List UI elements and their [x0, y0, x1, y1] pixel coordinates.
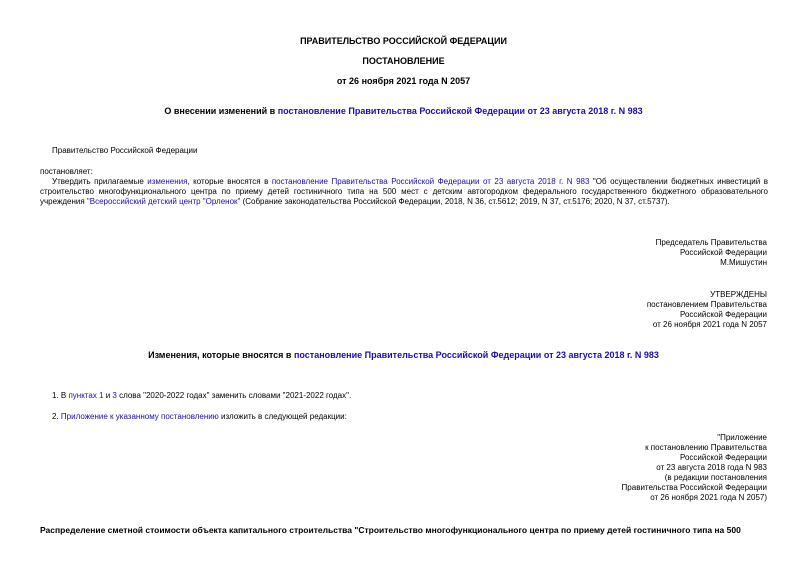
approved-line: УТВЕРЖДЕНЫ — [710, 290, 767, 299]
appendix-line: (в редакции постановления — [664, 473, 767, 482]
item-1-text: 1. В — [52, 391, 69, 400]
p1-text: Утвердить прилагаемые — [52, 177, 148, 186]
p1-text: , которые вносятся в — [187, 177, 272, 186]
appendix-line: "Приложение — [717, 433, 767, 442]
item-1-text: слова "2020-2022 годах" заменить словами "2021-2022 годах". — [116, 391, 352, 400]
issuer: Правительство Российской Федерации — [52, 146, 198, 155]
document-type-heading: ПОСТАНОВЛЕНИЕ — [362, 56, 445, 66]
p1-text: (Собрание законодательства Российской Федерации, 2018, N 36, ст.5612; 2019, N 37, ст.5176; 2020, N 37, ст.5737). — [240, 197, 670, 206]
document-date: от 26 ноября 2021 года N 2057 — [336, 76, 471, 86]
document-title-link[interactable]: постановление Правительства Российской Федерации от 23 августа 2018 г. N 983 — [277, 106, 643, 116]
changes-title — [0, 350, 807, 360]
approved-line: от 26 ноября 2021 года N 2057 — [652, 320, 767, 329]
clause-1-link[interactable]: пунктах 1 — [68, 391, 104, 400]
appendix-line: от 26 ноября 2021 года N 2057) — [650, 493, 767, 502]
item-1-text: и — [103, 391, 113, 400]
approved-line: постановлением Правительства — [646, 300, 767, 309]
changes-title-prefix: Изменения, которые вносятся в — [148, 350, 294, 360]
document-title-prefix: О внесении изменений в — [164, 106, 278, 116]
appendix-line: от 23 августа 2018 года N 983 — [656, 463, 767, 472]
appendix-line: к постановлению Правительства — [645, 443, 767, 452]
approved-block — [647, 290, 767, 330]
approved-line: Российской Федерации — [680, 310, 767, 319]
item-1 — [52, 391, 351, 401]
decides-label: постановляет: — [40, 167, 93, 176]
document-title — [0, 106, 807, 116]
appendix-link[interactable]: Приложение к указанному постановлению — [60, 412, 219, 421]
item-2-text: 2. — [52, 412, 61, 421]
appendix-line: Правительства Российской Федерации — [621, 483, 767, 492]
orlenok-link[interactable]: "Всероссийский детский центр "Орленок" — [86, 197, 241, 206]
p1-text: "Об осуществлении бюджетных инвестиций в строительство многофункционального центра по приему детей гостиничного типа на 500 мест с детским автогородком федерального государственного бюджетного образовательного учреждения — [40, 177, 768, 206]
item-2-text: изложить в следующей редакции: — [218, 412, 347, 421]
changes-link[interactable]: изменения — [147, 177, 188, 186]
government-heading: ПРАВИТЕЛЬСТВО РОССИЙСКОЙ ФЕДЕРАЦИИ — [300, 36, 507, 46]
item-2 — [52, 412, 347, 422]
signature-line: Российской Федерации — [680, 248, 767, 257]
clause-3-link[interactable]: 3 — [112, 391, 117, 400]
signature-name: М.Мишустин — [720, 258, 767, 267]
decision-paragraph — [40, 177, 768, 207]
appendix-block — [622, 433, 767, 503]
signature-line: Председатель Правительства — [655, 238, 767, 247]
changes-title-link[interactable]: постановление Правительства Российской Федерации от 23 августа 2018 г. N 983 — [293, 350, 659, 360]
signature-block — [656, 238, 767, 268]
decree-983-link[interactable]: постановление Правительства Российской Федерации от 23 августа 2018 г. N 983 — [271, 177, 590, 186]
cost-distribution-heading: Распределение сметной стоимости объекта капитального строительства "Строительство многофункционального центра по приему детей гостиничного типа на 500 — [40, 525, 741, 535]
appendix-line: Российской Федерации — [680, 453, 767, 462]
